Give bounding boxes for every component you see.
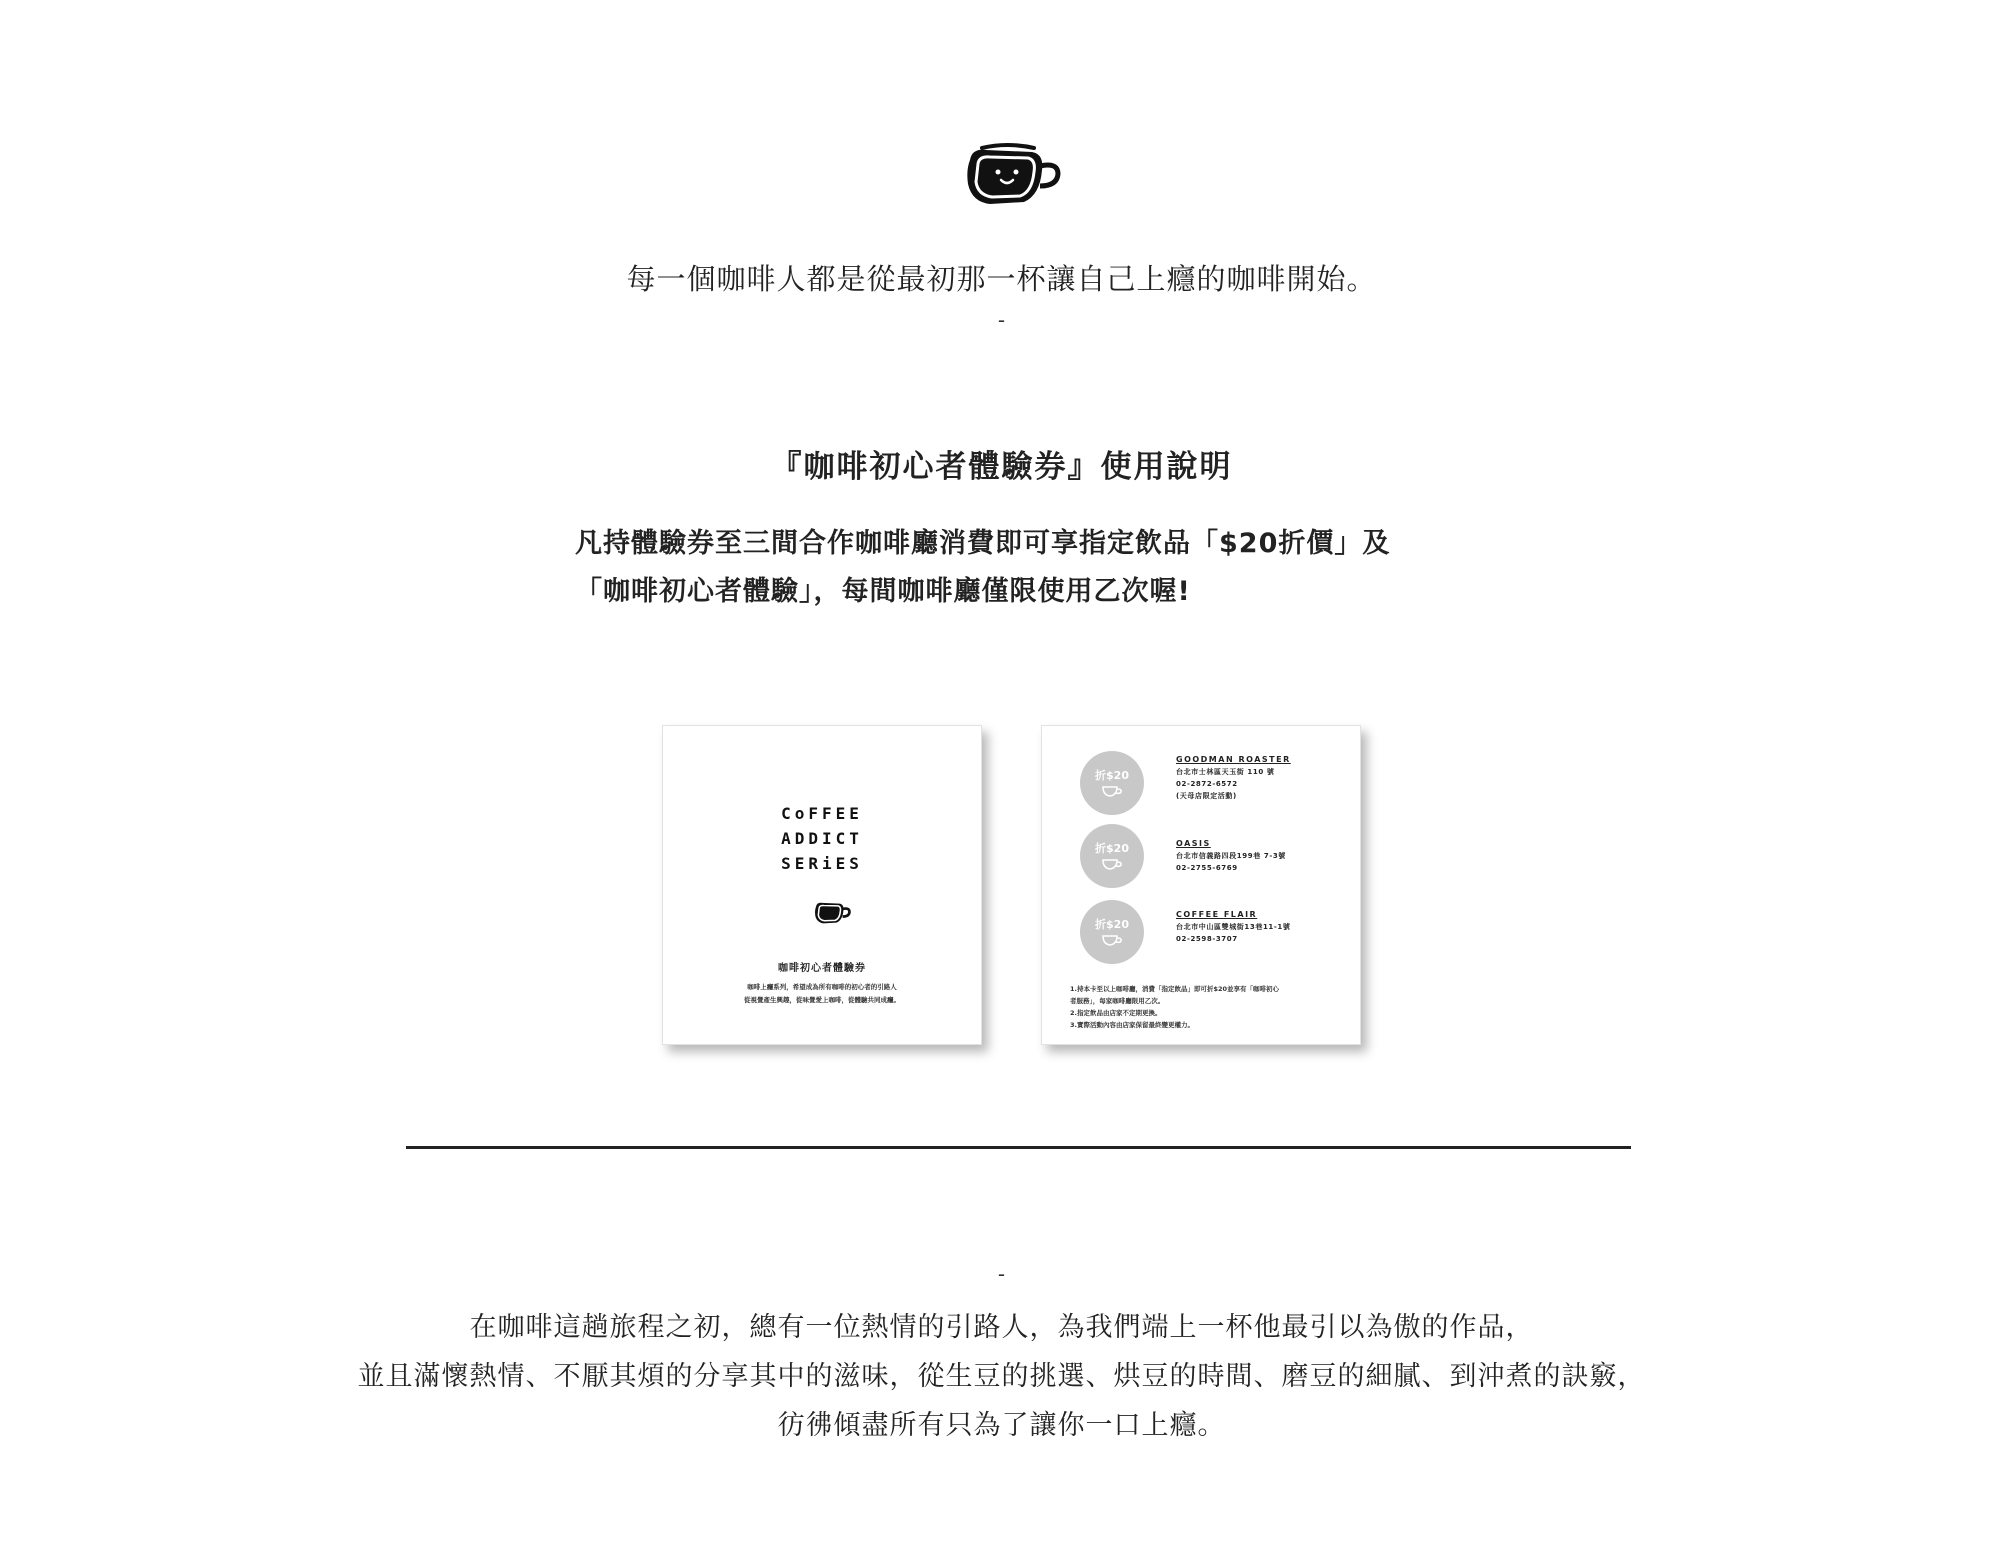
coupon-label: 折$20 bbox=[1095, 918, 1129, 931]
coffee-cup-icon bbox=[1101, 935, 1123, 946]
series-line: CoFFEE bbox=[781, 804, 863, 823]
card-back bbox=[1041, 725, 1361, 1045]
card-name: 咖啡初心者體驗券 bbox=[778, 963, 866, 974]
card-note-line: 3.實際活動內容由店家保留最終變更權力。 bbox=[1070, 1021, 1194, 1029]
separator-dash: - bbox=[997, 308, 1006, 332]
shop-phone: 02-2755-6769 bbox=[1176, 864, 1238, 872]
section-divider bbox=[406, 1146, 1631, 1149]
card-description-line: 從視覺產生興趣，從味覺愛上咖啡，從體驗共同成癮。 bbox=[744, 996, 900, 1004]
shop-phone: 02-2872-6572 bbox=[1176, 780, 1238, 788]
coffee-cup-icon bbox=[1101, 859, 1123, 870]
card-description-line: 咖啡上癮系列，希望成為所有咖啡的初心者的引路人 bbox=[747, 983, 897, 991]
coffee-cup-icon bbox=[1101, 786, 1123, 797]
separator-dash: - bbox=[997, 1262, 1006, 1286]
coupon-badge bbox=[1080, 900, 1144, 964]
story-line: 在咖啡這趟旅程之初，總有一位熱情的引路人，為我們端上一杯他最引以為傲的作品， bbox=[469, 1312, 1534, 1343]
shop-phone: 02-2598-3707 bbox=[1176, 935, 1238, 943]
shop-info bbox=[1176, 754, 1291, 802]
series-title bbox=[663, 801, 981, 876]
coupon-badge bbox=[1080, 751, 1144, 815]
shop-name: GOODMAN ROASTER bbox=[1176, 755, 1291, 764]
story-line: 彷彿傾盡所有只為了讓你一口上癮。 bbox=[777, 1410, 1226, 1441]
coffee-mug-face-icon bbox=[813, 899, 851, 925]
coupon-label: 折$20 bbox=[1095, 842, 1129, 855]
instructions-line: 凡持體驗券至三間合作咖啡廳消費即可享指定飲品「$20折價」及 bbox=[575, 528, 1391, 559]
story-line: 並且滿懷熱情、不厭其煩的分享其中的滋味，從生豆的挑選、烘豆的時間、磨豆的細膩、到沖煮的訣竅， bbox=[357, 1361, 1646, 1392]
shop-address: 台北市士林區天玉街 110 號 bbox=[1176, 768, 1275, 776]
card-note-line: 1.持本卡至以上咖啡廳，消費「指定飲品」即可折$20並享有「咖啡初心 bbox=[1070, 985, 1280, 993]
card-description bbox=[663, 981, 981, 1007]
card-notes bbox=[1070, 983, 1355, 1031]
series-line: SERiES bbox=[781, 854, 863, 873]
coupon-badge bbox=[1080, 824, 1144, 888]
shop-info bbox=[1176, 909, 1290, 945]
tagline: 每一個咖啡人都是從最初那一杯讓自己上癮的咖啡開始。 bbox=[626, 262, 1377, 296]
instructions-description bbox=[575, 520, 1475, 616]
card-note-line: 2.指定飲品由店家不定期更換。 bbox=[1070, 1009, 1162, 1017]
story-paragraph bbox=[0, 1303, 2003, 1450]
shop-name: OASIS bbox=[1176, 839, 1211, 848]
shop-name: COFFEE FLAIR bbox=[1176, 910, 1258, 919]
instructions-line: 「咖啡初心者體驗」，每間咖啡廳僅限使用乙次喔! bbox=[575, 576, 1191, 607]
coffee-mug-face-icon bbox=[962, 140, 1062, 208]
shop-info bbox=[1176, 838, 1286, 874]
card-note-line: 者服務」，每家咖啡廳限用乙次。 bbox=[1070, 997, 1165, 1005]
shop-address: 台北市中山區雙城街13巷11-1號 bbox=[1176, 923, 1291, 931]
series-line: ADDICT bbox=[781, 829, 863, 848]
shop-note: (天母店限定活動) bbox=[1176, 792, 1237, 800]
instructions-title: 『咖啡初心者體驗券』使用說明 bbox=[770, 449, 1233, 485]
card-front bbox=[662, 725, 982, 1045]
coupon-label: 折$20 bbox=[1095, 769, 1129, 782]
shop-address: 台北市信義路四段199巷 7-3號 bbox=[1176, 852, 1286, 860]
